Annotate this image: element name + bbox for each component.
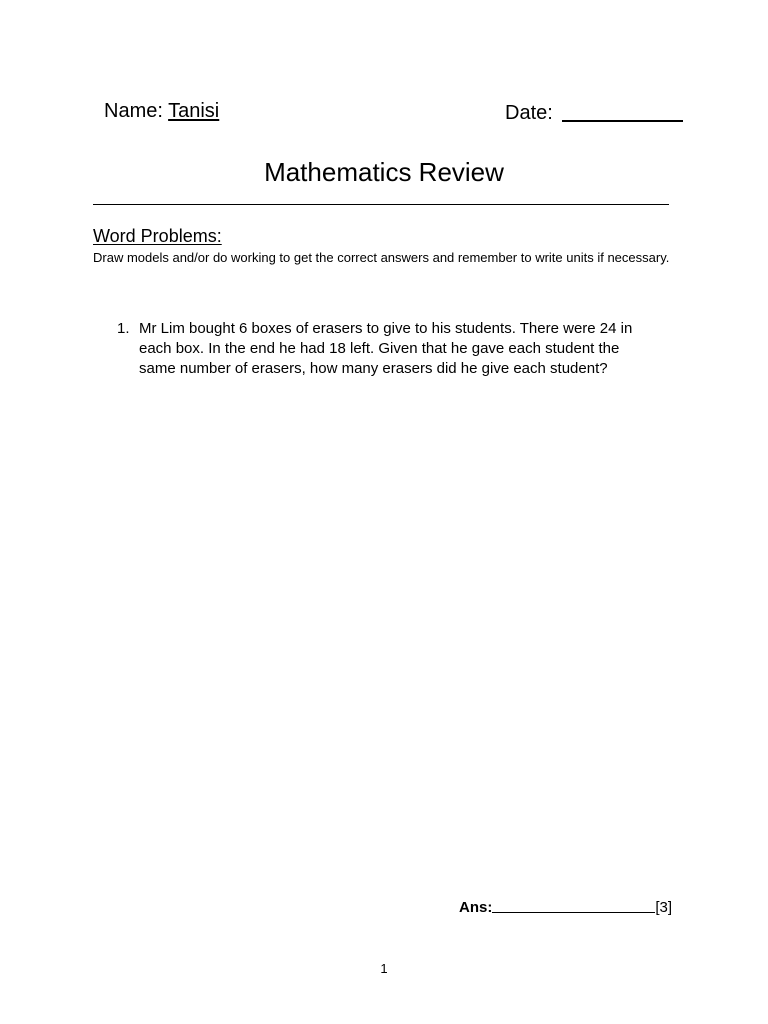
- answer-line: [459, 898, 672, 918]
- page-number: 1: [380, 961, 388, 976]
- answer-blank-line: [492, 898, 655, 913]
- date-field: [505, 98, 683, 126]
- question-number: 1.: [117, 320, 130, 337]
- instructions-text: Draw models and/or do working to get the correct answers and remember to write units if necessary.: [93, 250, 670, 265]
- date-label: Date:: [505, 102, 559, 124]
- name-value: Tanisi: [168, 100, 220, 122]
- answer-label: Ans:: [459, 899, 493, 916]
- name-field: [104, 98, 219, 124]
- answer-marks: [3]: [655, 899, 673, 916]
- title-divider: [93, 204, 669, 205]
- name-label: Name:: [104, 100, 169, 122]
- date-blank-line: [562, 98, 683, 122]
- question-item: [117, 319, 677, 379]
- page-title: Mathematics Review: [264, 157, 504, 187]
- question-text: Mr Lim bought 6 boxes of erasers to give to his students. There were 24 in each box. In the end he had 18 left. Given that he gave each student the same number of erasers, how many erasers did he give each student?: [139, 320, 633, 377]
- section-heading: Word Problems:: [93, 226, 222, 246]
